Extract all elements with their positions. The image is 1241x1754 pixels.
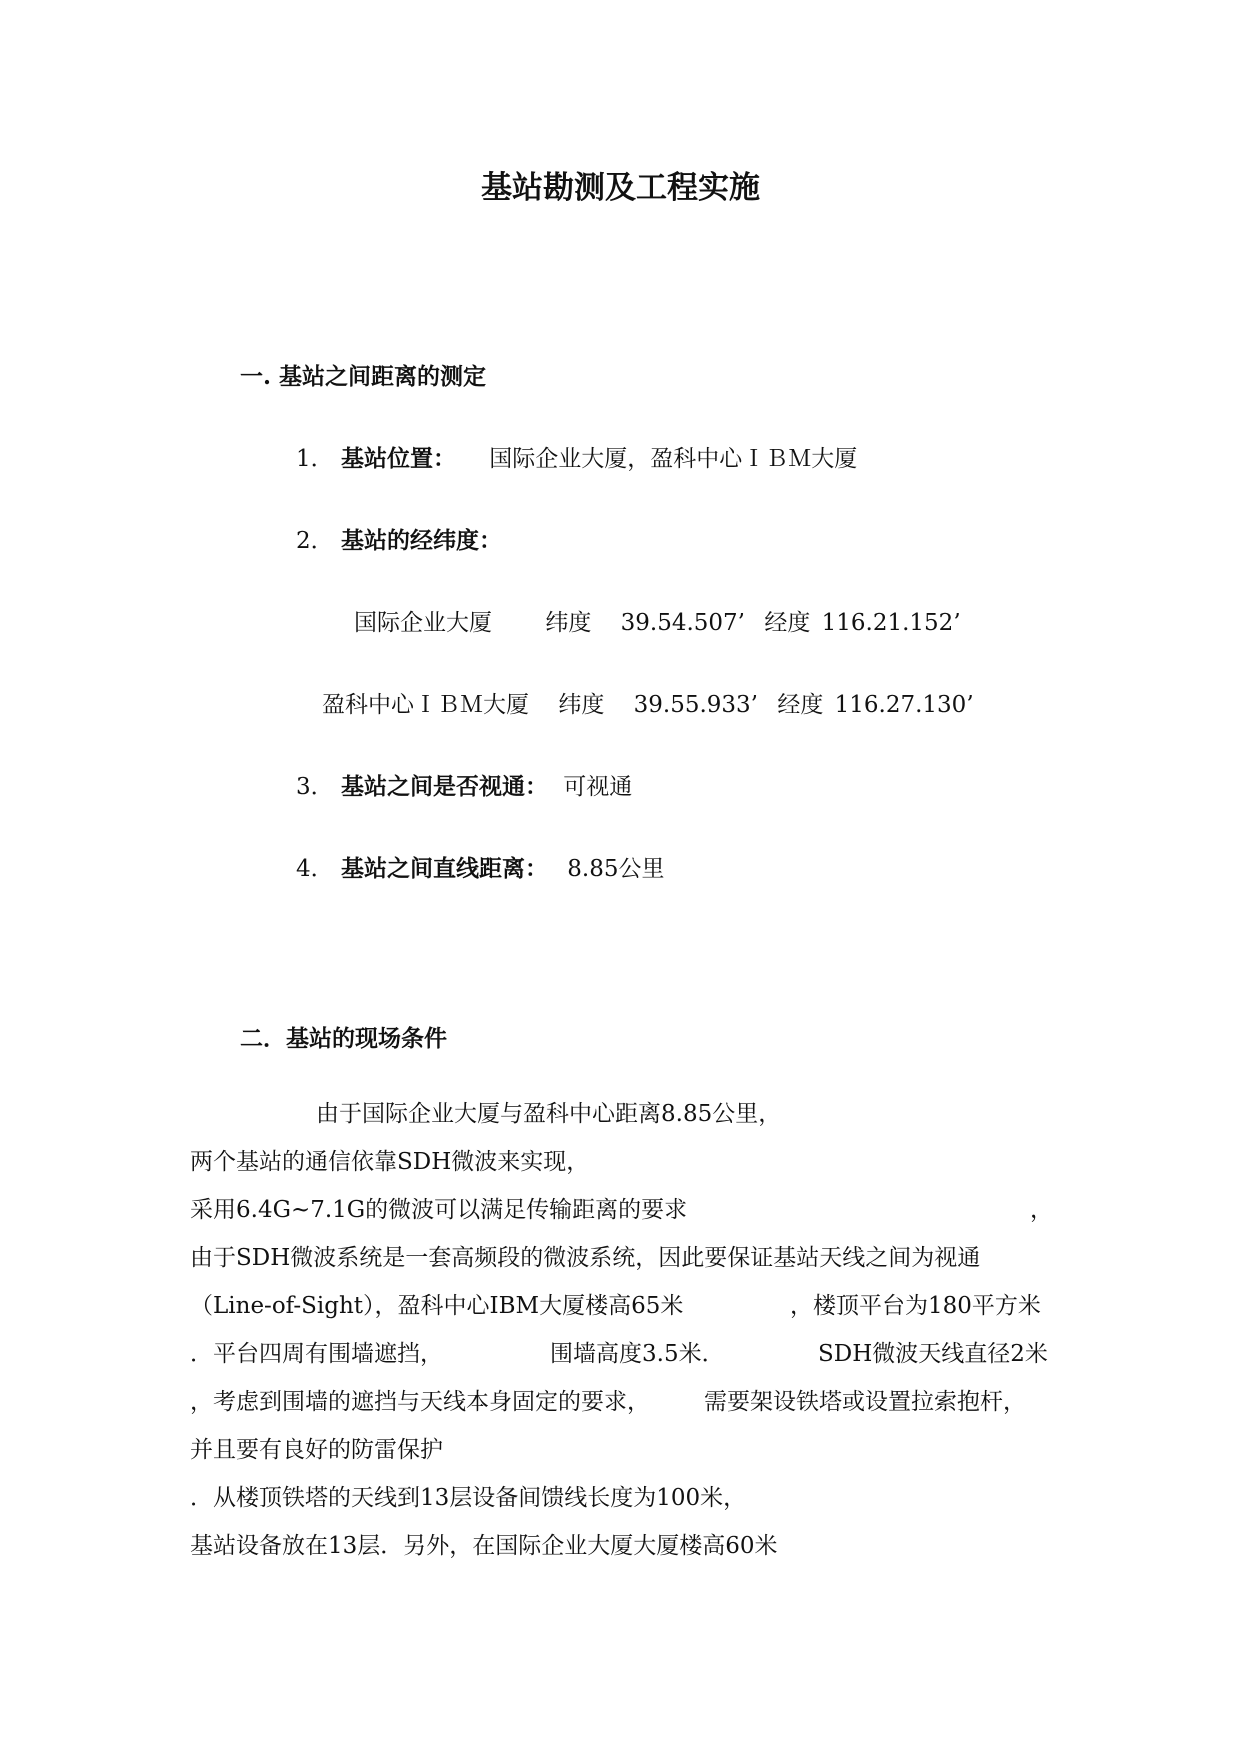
longitude-value: 116.27.130’ <box>834 692 974 718</box>
latitude-label: 纬度 <box>545 610 592 636</box>
paragraph-line: （Line-of-Sight），盈科中心IBM大厦楼高65米 <box>190 1293 684 1319</box>
paragraph-line: 需要架设铁塔或设置拉索抱杆， <box>704 1389 1026 1415</box>
coord-row-2 <box>322 686 974 719</box>
paragraph-line: 两个基站的通信依靠SDH微波来实现， <box>190 1149 590 1175</box>
item-2 <box>296 522 502 555</box>
latitude-value: 39.54.507’ <box>620 610 745 636</box>
paragraph-line: ，楼顶平台为180平方米 <box>790 1293 1041 1319</box>
paragraph-line: 采用6.4G~7.1G的微波可以满足传输距离的要求 <box>190 1197 688 1223</box>
item-label: 基站的经纬度： <box>340 527 502 554</box>
item-number: 1． <box>296 446 334 472</box>
item-label: 基站位置： <box>340 445 456 472</box>
item-number: 2． <box>296 528 334 554</box>
item-value: 可视通 <box>563 774 633 800</box>
paragraph-line: 围墙高度3.5米． <box>550 1341 725 1367</box>
item-1 <box>296 440 857 473</box>
building-name: 国际企业大厦 <box>354 610 492 636</box>
section-1-heading: 一. 基站之间距离的测定 <box>240 363 487 390</box>
longitude-label: 经度 <box>764 610 811 636</box>
building-name: 盈科中心ＩＢＭ大厦 <box>322 692 529 718</box>
section-2-heading: 二．基站的现场条件 <box>240 1025 447 1052</box>
item-value: 8.85公里 <box>567 856 665 882</box>
item-3 <box>296 768 632 801</box>
item-label: 基站之间是否视通： <box>340 773 548 800</box>
paragraph-line: 并且要有良好的防雷保护 <box>190 1437 443 1463</box>
paragraph-line: ．从楼顶铁塔的天线到13层设备间馈线长度为100米， <box>190 1485 747 1511</box>
paragraph-line: ．平台四周有围墙遮挡， <box>190 1341 443 1367</box>
longitude-label: 经度 <box>777 692 824 718</box>
item-4 <box>296 850 664 883</box>
paragraph-line: SDH微波天线直径2米 <box>818 1341 1048 1367</box>
longitude-value: 116.21.152’ <box>821 610 961 636</box>
coord-row-1 <box>354 604 961 637</box>
paragraph-line: ， <box>1030 1197 1053 1223</box>
paragraph-line: 由于国际企业大厦与盈科中心距离8.85公里， <box>316 1101 782 1127</box>
latitude-value: 39.55.933’ <box>633 692 758 718</box>
item-label: 基站之间直线距离： <box>340 855 548 882</box>
item-number: 3． <box>296 774 334 800</box>
paragraph-line: 由于SDH微波系统是一套高频段的微波系统，因此要保证基站天线之间为视通 <box>190 1245 981 1271</box>
paragraph-line: 基站设备放在13层．另外，在国际企业大厦大厦楼高60米 <box>190 1533 778 1559</box>
item-value: 国际企业大厦，盈科中心ＩＢＭ大厦 <box>489 446 858 472</box>
item-number: 4． <box>296 856 334 882</box>
document-title: 基站勘测及工程实施 <box>481 170 760 206</box>
paragraph-line: ，考虑到围墙的遮挡与天线本身固定的要求， <box>190 1389 650 1415</box>
latitude-label: 纬度 <box>558 692 605 718</box>
